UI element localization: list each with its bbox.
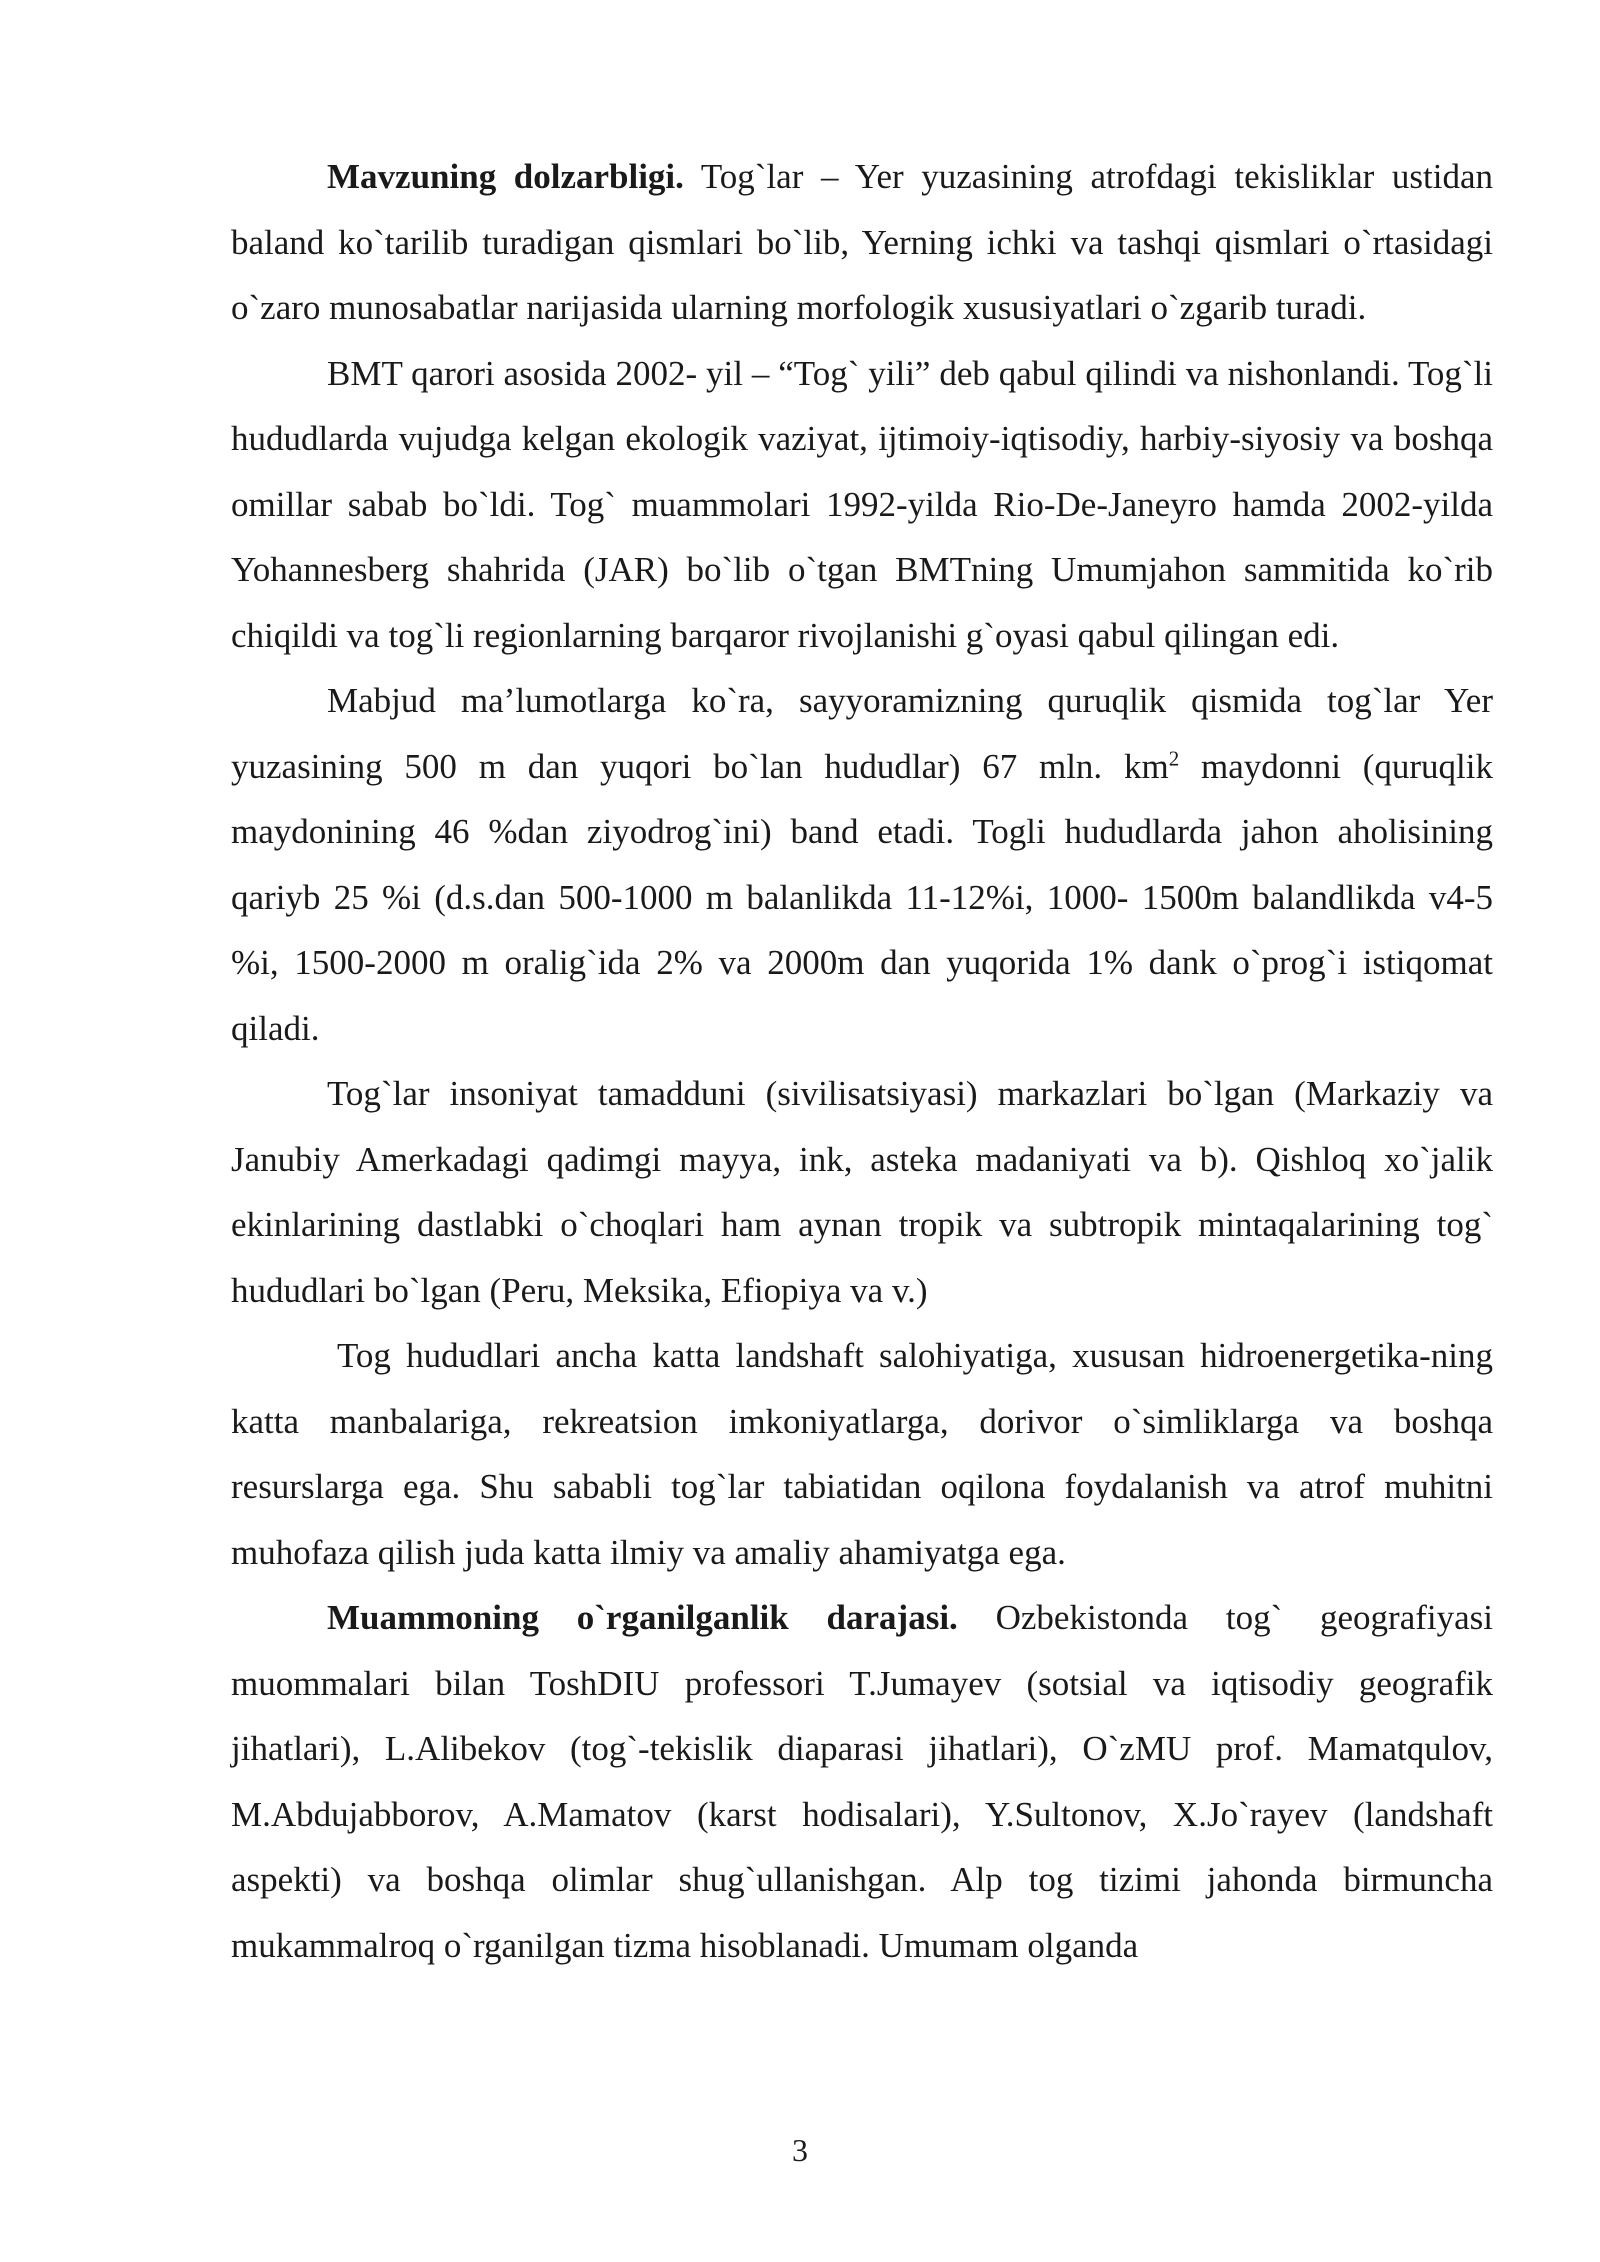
paragraph-text: Mabjud ma’lumotlarga ko`ra, sayyoramizning quruqlik qismida tog`lar Yer yuzasining 500 m dan yuqori bo`lan hududlar) 67 mln. km bbox=[231, 681, 1493, 786]
paragraph-text: Ozbekistonda tog` geografiyasi muommalari bilan ToshDIU professori T.Jumayev (sotsial va iqtisodiy geografik jihatlari), L.Alibekov (tog`-tekislik diaparasi jihatlari), O`zMU prof. Mamatqulov, M.Abdujabborov, A.Mamatov (karst hodisalari), Y.Sultonov, X.Jo`rayev (landshaft aspekti) va boshqa olimlar shug`ullanishgan. Alp tog tizimi jahonda birmuncha mukammalroq o`rganilgan tizma hisoblanadi. Umumam olganda bbox=[231, 1598, 1493, 1965]
superscript: 2 bbox=[1168, 745, 1180, 770]
paragraph-landscape-potential bbox=[231, 1323, 1493, 1585]
paragraph-text: Tog hududlari ancha katta landshaft salohiyatiga, xususan hidroenergetika-ning katta manbalariga, rekreatsion imkoniyatlarga, dorivor o`simliklarga va boshqa resurslarga ega. Shu sababli tog`lar tabiatidan oqilona foydalanish va atrof muhitni muhofaza qilish juda katta ilmiy va amaliy ahamiyatga ega. bbox=[231, 1336, 1493, 1572]
page-number: 3 bbox=[792, 2132, 808, 2168]
paragraph-text: Tog`lar – Yer yuzasining atrofdagi tekisliklar ustidan baland ko`tarilib turadigan qismlari bo`lib, Yerning ichki va tashqi qismlari o`rtasidagi o`zaro munosabatlar narijasida ularning morfologik xususiyatlari o`zgarib turadi. bbox=[231, 157, 1493, 327]
paragraph-lead-heading: Muammoning o`rganilganlik darajasi. bbox=[327, 1598, 958, 1637]
document-body bbox=[231, 144, 1493, 1978]
paragraph-relevance bbox=[231, 144, 1493, 341]
paragraph-text: BMT qarori asosida 2002- yil – “Tog` yili” deb qabul qilindi va nishonlandi. Tog`li hududlarda vujudga kelgan ekologik vaziyat, ijtimoiy-iqtisodiy, harbiy-siyosiy va boshqa omillar sabab bo`ldi. Tog` muammolari 1992-yilda Rio-De-Janeyro hamda 2002-yilda Yohannesberg shahrida (JAR) bo`lib o`tgan BMTning Umumjahon sammitida ko`rib chiqildi va tog`li regionlarning barqaror rivojlanishi g`oyasi qabul qilingan edi. bbox=[231, 353, 1493, 655]
paragraph-text: Tog`lar insoniyat tamadduni (sivilisatsiyasi) markazlari bo`lgan (Markaziy va Janubiy Amerkadagi qadimgi mayya, ink, asteka madaniyati va b). Qishloq xo`jalik ekinlarining dastlabki o`choqlari ham aynan tropik va subtropik mintaqalarining tog` hududlari bo`lgan (Peru, Meksika, Efiopiya va v.) bbox=[231, 1074, 1493, 1310]
paragraph-civilization-centers bbox=[231, 1061, 1493, 1323]
paragraph-lead-heading: Mavzuning dolzarbligi. bbox=[327, 157, 684, 196]
paragraph-mountain-area bbox=[231, 668, 1493, 1061]
paragraph-text-continued: maydonni (quruqlik maydonining 46 %dan ziyodrog`ini) band etadi. Togli hududlarda jahon aholisining qariyb 25 %i (d.s.dan 500-1000 m balanlikda 11-12%i, 1000- 1500m balandlikda v4-5 %i, 1500-2000 m oralig`ida 2% va 2000m dan yuqorida 1% dank o`prog`i istiqomat qiladi. bbox=[231, 746, 1494, 1048]
paragraph-research-level bbox=[231, 1585, 1493, 1978]
paragraph-un-resolution bbox=[231, 341, 1493, 669]
